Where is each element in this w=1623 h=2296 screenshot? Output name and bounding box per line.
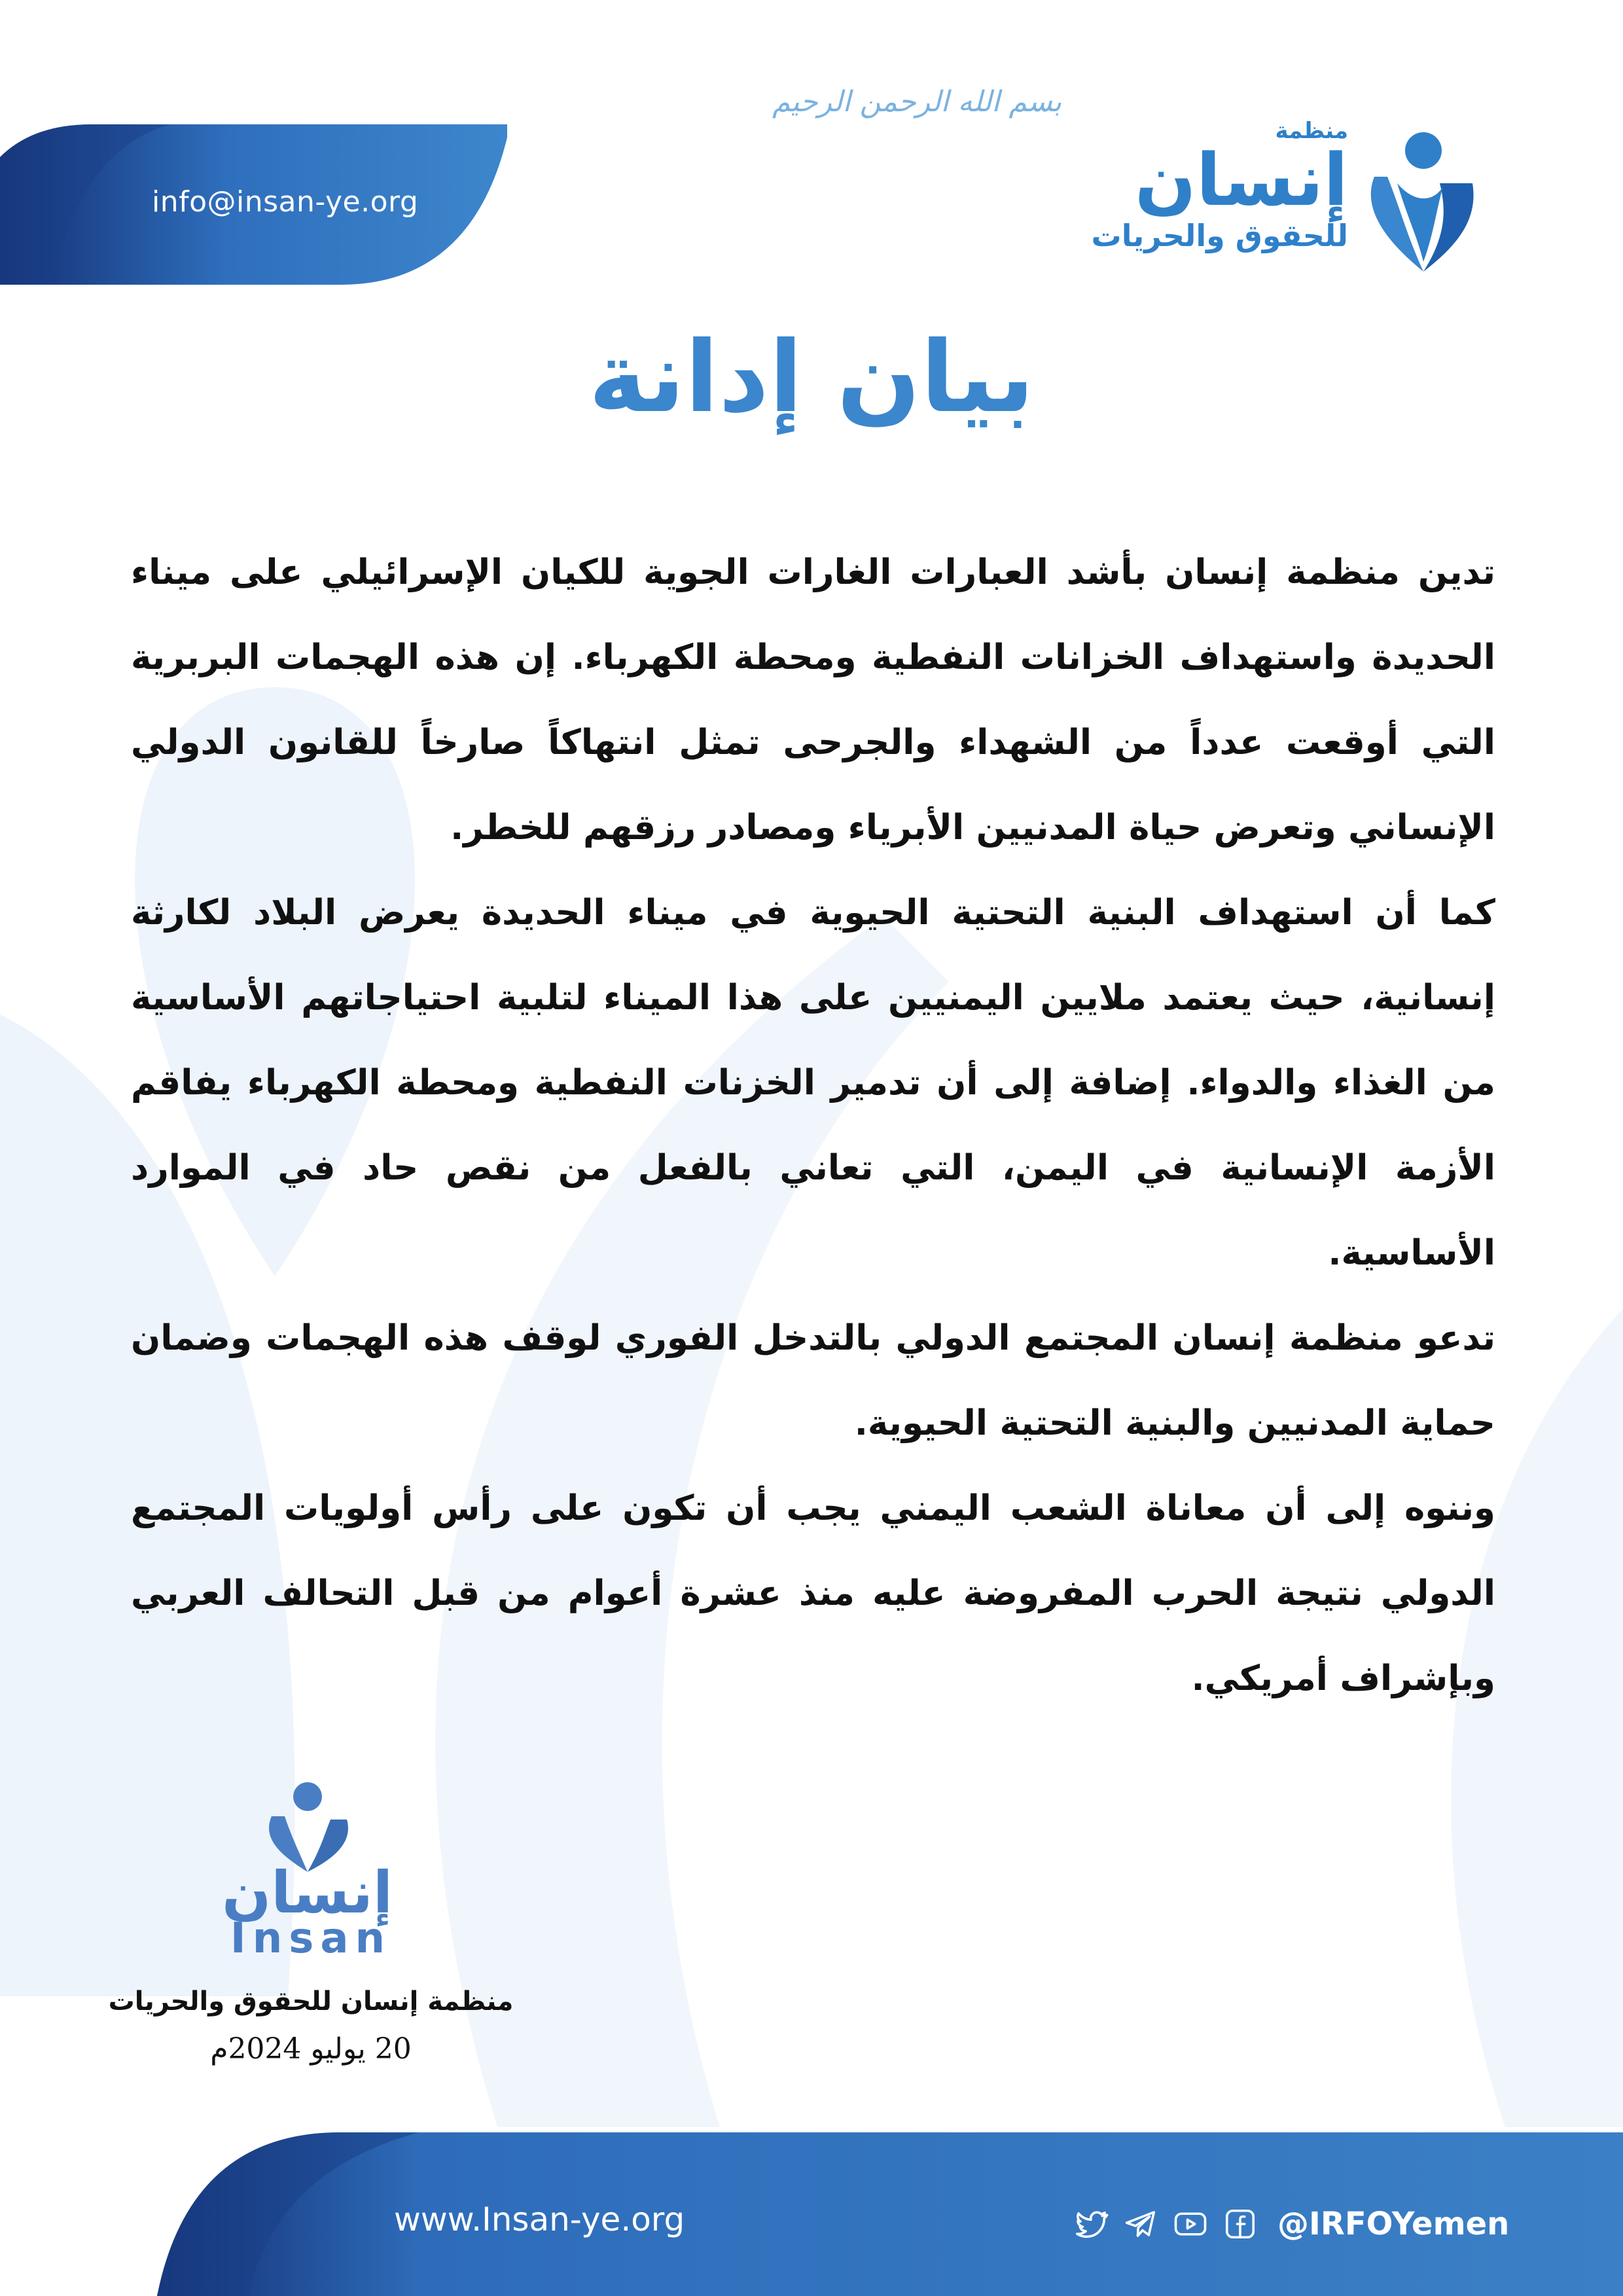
twitter-icon[interactable]: [1073, 2206, 1109, 2242]
signature-date: 20 يوليو 2024م: [210, 2032, 412, 2066]
stamp-arabic-text: إنسان: [222, 1859, 393, 1926]
paragraph-4: وننوه إلى أن معاناة الشعب اليمني يجب أن تكون على رأس أولويات المجتمع الدولي نتيجة الحرب المفروضة عليه منذ عشرة أعوام من قبل التحالف العربي وبإشراف أمريكي.: [131, 1488, 1495, 1698]
youtube-icon[interactable]: [1173, 2206, 1208, 2242]
basmala-calligraphy: بسم الله الرحمن الرحيم: [772, 85, 1062, 118]
paragraph-2: كما أن استهداف البنية التحتية الحيوية في ميناء الحديدة يعرض البلاد لكارثة إنسانية، حيث يعتمد ملايين اليمنيين على هذا الميناء لتلبية احتياجاتهم الأساسية من الغذاء والدواء. إضافة إلى أن تدمير الخزنات النفطية ومحطة الكهرباء يفاقم الأزمة الإنسانية في اليمن، التي تعاني بالفعل من نقص حاد في الموارد الأساسية.: [131, 893, 1495, 1273]
stamp-english-text: Insan: [230, 1914, 392, 1963]
signature-organization: منظمة إنسان للحقوق والحريات: [108, 1986, 514, 2017]
social-handle[interactable]: @IRFOYemen: [1277, 2206, 1510, 2242]
facebook-icon[interactable]: [1222, 2206, 1258, 2242]
website-link[interactable]: www.Insan-ye.org: [394, 2200, 685, 2238]
statement-body: [131, 530, 1495, 1721]
insan-logo-icon: [1361, 131, 1479, 275]
contact-email[interactable]: info@insan-ye.org: [152, 185, 419, 219]
logo-small-text: منظمة: [1275, 118, 1348, 144]
document-title: بيان إدانة: [588, 321, 1035, 435]
logo-wordmark: [1092, 118, 1348, 255]
social-links: [1073, 2206, 1509, 2242]
logo-sub-text: للحقوق والحريات: [1091, 218, 1348, 253]
paragraph-3: تدعو منظمة إنسان المجتمع الدولي بالتدخل الفوري لوقف هذه الهجمات وضمان حماية المدنيين والبنية التحتية الحيوية.: [131, 1318, 1495, 1443]
telegram-icon[interactable]: [1123, 2206, 1158, 2242]
paragraph-1: تدين منظمة إنسان بأشد العبارات الغارات الجوية للكيان الإسرائيلي على ميناء الحديدة واستهداف الخزانات النفطية ومحطة الكهرباء. إن هذه الهجمات البربرية التي أوقعت عدداً من الشهداء والجرحى تمثل انتهاكاً صارخاً للقانون الدولي الإنساني وتعرض حياة المدنيين الأبرياء ومصادر رزقهم للخطر.: [131, 552, 1495, 848]
logo-big-text: إنسان: [1134, 138, 1348, 222]
